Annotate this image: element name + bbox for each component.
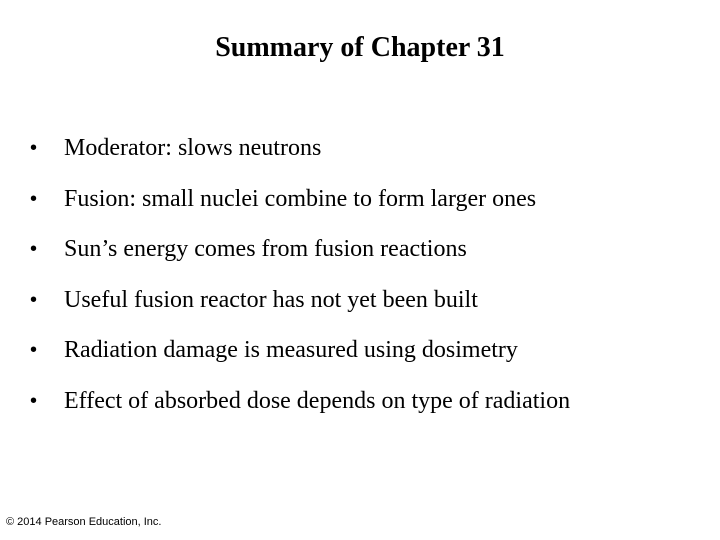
bullet-dot-icon: • bbox=[30, 288, 38, 311]
bullet-list bbox=[30, 128, 710, 432]
bullet-text: Radiation damage is measured using dosimetry bbox=[64, 337, 518, 364]
bullet-item bbox=[30, 330, 710, 381]
copyright-notice: © 2014 Pearson Education, Inc. bbox=[6, 516, 162, 528]
bullet-text: Moderator: slows neutrons bbox=[64, 135, 322, 161]
bullet-item bbox=[30, 179, 710, 230]
bullet-dot-icon: • bbox=[30, 339, 38, 362]
bullet-dot-icon: • bbox=[30, 238, 38, 261]
bullet-text: Fusion: small nuclei combine to form larger ones bbox=[64, 185, 537, 212]
bullet-item bbox=[30, 128, 710, 179]
bullet-text: Sun’s energy comes from fusion reactions bbox=[64, 236, 467, 263]
bullet-item bbox=[30, 381, 710, 432]
bullet-dot-icon: • bbox=[30, 137, 38, 159]
bullet-dot-icon: • bbox=[30, 389, 38, 412]
bullet-item bbox=[30, 280, 710, 331]
bullet-item bbox=[30, 229, 710, 280]
bullet-dot-icon: • bbox=[30, 187, 38, 210]
bullet-text: Effect of absorbed dose depends on type of radiation bbox=[64, 387, 571, 414]
slide-title: Summary of Chapter 31 bbox=[215, 32, 505, 63]
bullet-text: Useful fusion reactor has not yet been built bbox=[64, 286, 478, 313]
